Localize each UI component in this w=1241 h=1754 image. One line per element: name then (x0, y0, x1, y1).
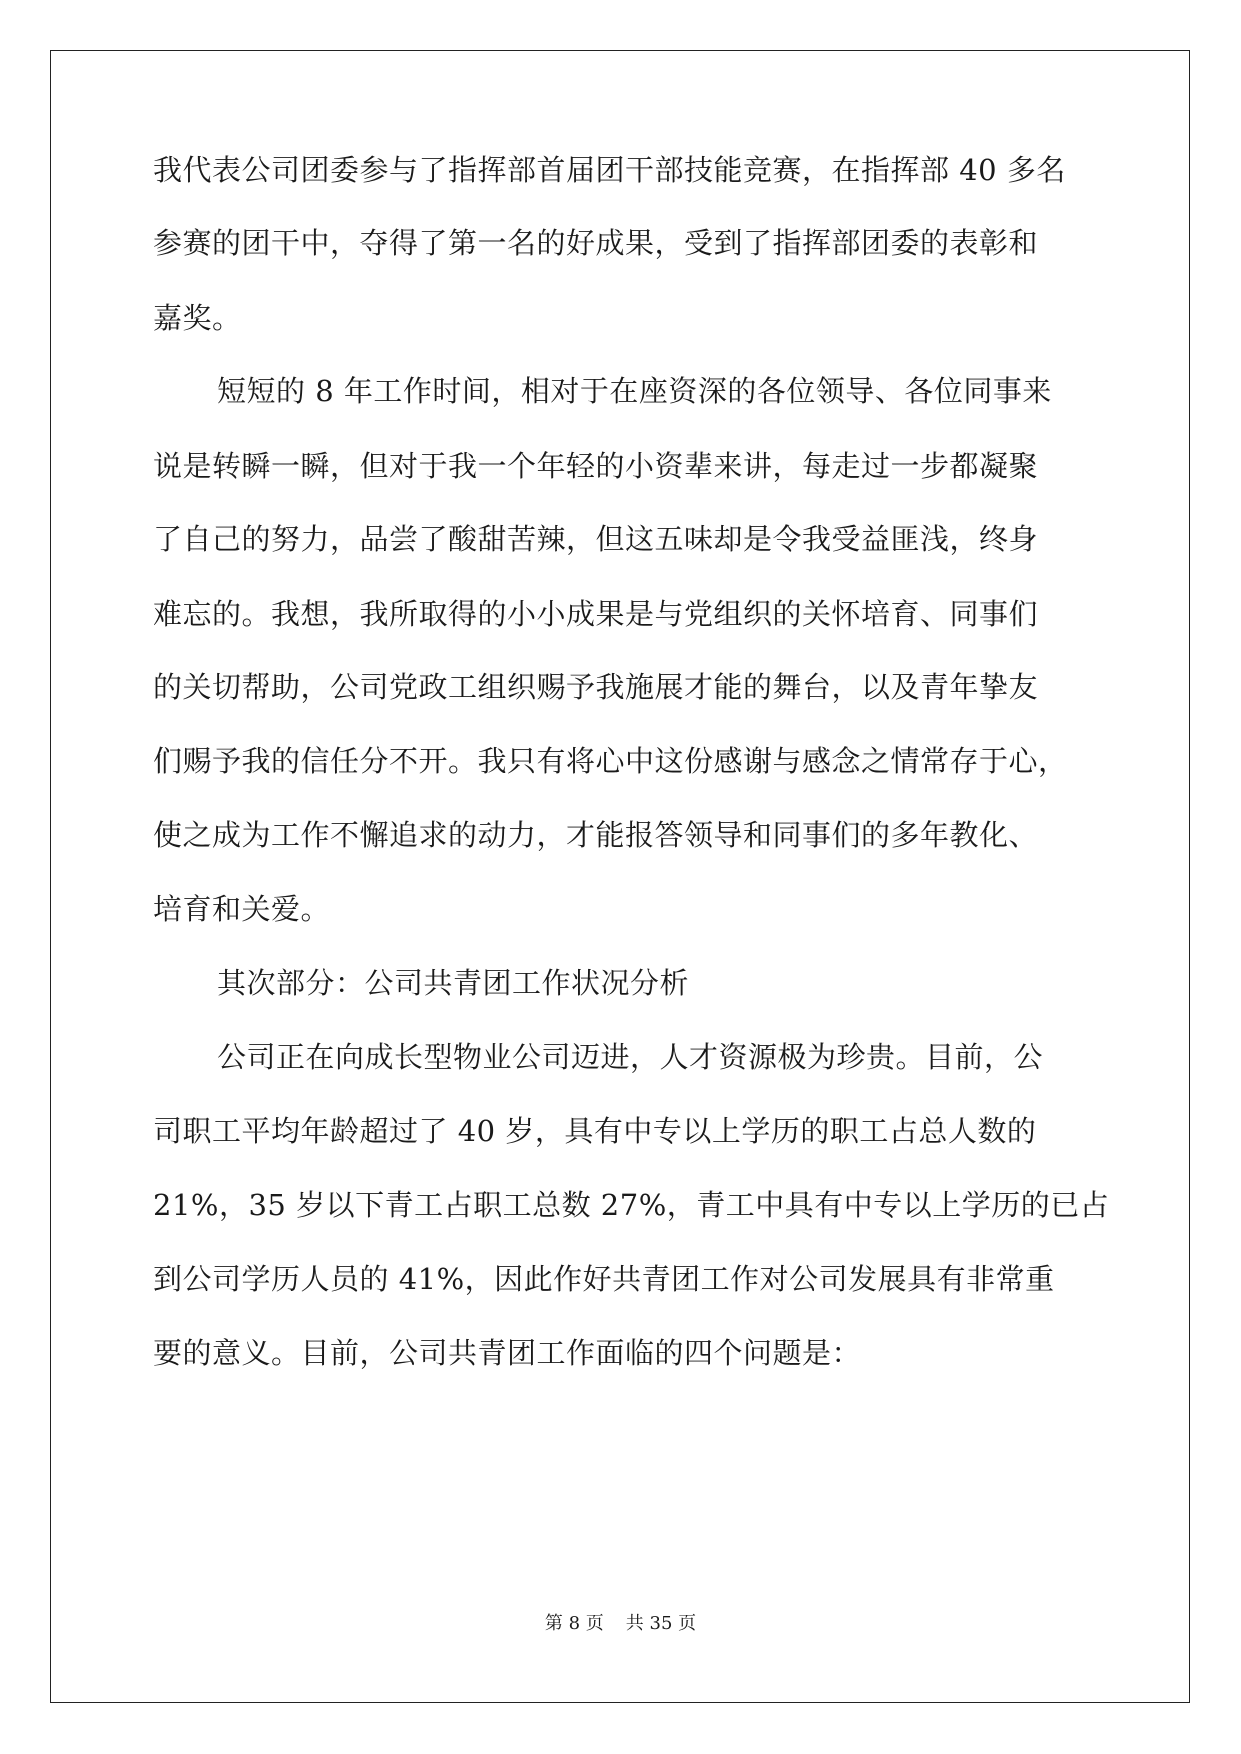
paragraph-line: 说是转瞬一瞬，但对于我一个年轻的小资辈来讲，每走过一步都凝聚 (153, 449, 1039, 483)
page-footer (0, 1612, 1241, 1636)
paragraph-line: 到公司学历人员的 41%，因此作好共青团工作对公司发展具有非常重 (153, 1262, 1055, 1296)
paragraph-line: 21%，35 岁以下青工占职工总数 27%，青工中具有中专以上学历的已占 (153, 1188, 1110, 1222)
paragraph-line: 们赐予我的信任分不开。我只有将心中这份感谢与感念之情常存于心， (153, 744, 1068, 778)
paragraph-line: 公司正在向成长型物业公司迈进，人才资源极为珍贵。目前，公 (217, 1040, 1044, 1074)
paragraph-line: 的关切帮助，公司党政工组织赐予我施展才能的舞台，以及青年挚友 (153, 670, 1039, 704)
paragraph-line: 短短的 8 年工作时间，相对于在座资深的各位领导、各位同事来 (217, 374, 1052, 408)
paragraph-line: 司职工平均年龄超过了 40 岁，具有中专以上学历的职工占总人数的 (153, 1114, 1037, 1148)
paragraph-line: 参赛的团干中，夺得了第一名的好成果，受到了指挥部团委的表彰和 (153, 226, 1039, 260)
paragraph-line: 我代表公司团委参与了指挥部首届团干部技能竞赛，在指挥部 40 多名 (153, 153, 1066, 187)
section-heading: 其次部分：公司共青团工作状况分析 (217, 966, 690, 1000)
paragraph-line: 使之成为工作不懈追求的动力，才能报答领导和同事们的多年教化、 (153, 818, 1039, 852)
paragraph-line: 了自己的努力，品尝了酸甜苦辣，但这五味却是令我受益匪浅，终身 (153, 522, 1039, 556)
paragraph-line: 培育和关爱。 (153, 892, 331, 926)
paragraph-line: 嘉奖。 (153, 301, 242, 335)
paragraph-line: 难忘的。我想，我所取得的小小成果是与党组织的关怀培育、同事们 (153, 597, 1039, 631)
page-number: 第 8 页 (544, 1613, 604, 1634)
total-pages: 共 35 页 (625, 1613, 697, 1634)
paragraph-line: 要的意义。目前，公司共青团工作面临的四个问题是： (153, 1336, 862, 1370)
